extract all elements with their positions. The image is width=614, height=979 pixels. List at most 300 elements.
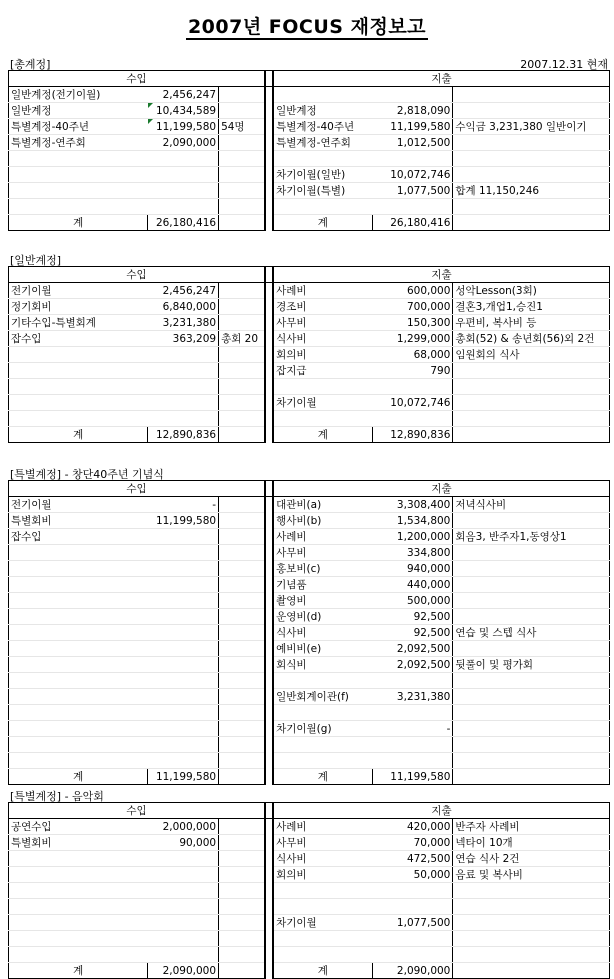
- table-row: [9, 737, 610, 753]
- column-gap: [265, 753, 273, 769]
- income-item-label: [9, 363, 148, 379]
- expense-item-note: [453, 931, 610, 947]
- column-gap: [265, 963, 273, 979]
- column-gap: [265, 625, 273, 641]
- expense-item-label: [273, 673, 372, 689]
- income-item-amount: [148, 379, 219, 395]
- income-item-amount: [148, 721, 219, 737]
- expense-total-amount: 11,199,580: [372, 769, 453, 785]
- expense-item-label: 특별계정-40주년: [273, 119, 372, 135]
- ledger-header-row: [9, 267, 610, 283]
- expense-item-amount: [372, 379, 453, 395]
- expense-item-label: 차기이월(특별): [273, 183, 372, 199]
- income-item-note: [219, 835, 265, 851]
- income-item-amount: [148, 183, 219, 199]
- column-gap: [265, 721, 273, 737]
- total-row: [9, 427, 610, 443]
- expense-item-label: 회의비: [273, 867, 372, 883]
- expense-item-amount: [372, 883, 453, 899]
- income-item-note: [219, 915, 265, 931]
- expense-item-label: [273, 931, 372, 947]
- income-item-note: [219, 657, 265, 673]
- income-item-amount: [148, 411, 219, 427]
- expense-item-note: [453, 721, 610, 737]
- expense-total-label: 계: [273, 427, 372, 443]
- expense-item-amount: 92,500: [372, 625, 453, 641]
- income-header: 수입: [9, 481, 266, 497]
- expense-item-label: 식사비: [273, 851, 372, 867]
- income-item-note: [219, 103, 265, 119]
- expense-item-label: 식사비: [273, 625, 372, 641]
- income-total-amount: 11,199,580: [148, 769, 219, 785]
- expense-item-amount: 420,000: [372, 819, 453, 835]
- income-item-label: 특별계정-40주년: [9, 119, 148, 135]
- income-item-amount: [148, 705, 219, 721]
- table-row: [9, 513, 610, 529]
- expense-header: 지출: [273, 267, 609, 283]
- expense-item-note: 반주자 사례비: [453, 819, 610, 835]
- income-item-note: [219, 513, 265, 529]
- income-item-note: [219, 819, 265, 835]
- table-row: [9, 721, 610, 737]
- section-label-anniversary: [특별계정] - 창단40주년 기념식: [10, 468, 164, 481]
- table-row: [9, 899, 610, 915]
- income-item-note: [219, 561, 265, 577]
- income-item-label: 특별회비: [9, 835, 148, 851]
- table-row: [9, 947, 610, 963]
- column-gap: [265, 803, 273, 819]
- column-gap: [265, 593, 273, 609]
- income-item-label: [9, 183, 148, 199]
- income-item-label: 전기이월: [9, 283, 148, 299]
- expense-item-note: [453, 899, 610, 915]
- expense-item-note: [453, 883, 610, 899]
- income-item-note: [219, 721, 265, 737]
- income-item-amount: [148, 915, 219, 931]
- income-item-amount: 11,199,580: [148, 119, 219, 135]
- income-item-amount: [148, 931, 219, 947]
- income-item-amount: [148, 753, 219, 769]
- column-gap: [265, 545, 273, 561]
- income-item-note: [219, 931, 265, 947]
- column-gap: [265, 835, 273, 851]
- column-gap: [265, 363, 273, 379]
- column-gap: [265, 705, 273, 721]
- income-item-note: [219, 529, 265, 545]
- column-gap: [265, 931, 273, 947]
- income-item-label: 일반계정(전기이월): [9, 87, 148, 103]
- expense-item-note: [453, 915, 610, 931]
- expense-item-amount: [372, 947, 453, 963]
- expense-item-label: [273, 705, 372, 721]
- income-item-label: 잡수입: [9, 331, 148, 347]
- expense-total-amount: 26,180,416: [372, 215, 453, 231]
- expense-item-amount: 472,500: [372, 851, 453, 867]
- expense-total-note: [453, 427, 610, 443]
- table-row: [9, 545, 610, 561]
- column-gap: [265, 529, 273, 545]
- income-item-note: [219, 299, 265, 315]
- expense-item-note: [453, 947, 610, 963]
- ledger-table-concert: [8, 802, 610, 979]
- expense-item-label: 예비비(e): [273, 641, 372, 657]
- column-gap: [265, 167, 273, 183]
- income-item-label: 일반계정: [9, 103, 148, 119]
- expense-item-amount: 2,092,500: [372, 641, 453, 657]
- income-item-amount: [148, 867, 219, 883]
- column-gap: [265, 71, 273, 87]
- column-gap: [265, 947, 273, 963]
- column-gap: [265, 87, 273, 103]
- income-item-amount: 363,209: [148, 331, 219, 347]
- expense-item-note: [453, 103, 610, 119]
- income-item-label: [9, 947, 148, 963]
- income-item-label: [9, 931, 148, 947]
- income-item-note: [219, 689, 265, 705]
- expense-item-note: [453, 379, 610, 395]
- income-item-label: 전기이월: [9, 497, 148, 513]
- table-row: [9, 183, 610, 199]
- income-item-amount: [148, 151, 219, 167]
- expense-item-amount: 3,308,400: [372, 497, 453, 513]
- income-total-amount: 26,180,416: [148, 215, 219, 231]
- expense-item-note: 넥타이 10개: [453, 835, 610, 851]
- column-gap: [265, 497, 273, 513]
- income-item-label: 정기회비: [9, 299, 148, 315]
- expense-header: 지출: [273, 803, 609, 819]
- income-total-note: [219, 427, 265, 443]
- income-item-label: [9, 641, 148, 657]
- table-row: [9, 103, 610, 119]
- column-gap: [265, 657, 273, 673]
- table-row: [9, 395, 610, 411]
- expense-total-label: 계: [273, 215, 372, 231]
- expense-item-amount: 68,000: [372, 347, 453, 363]
- income-item-label: [9, 625, 148, 641]
- expense-total-note: [453, 963, 610, 979]
- column-gap: [265, 609, 273, 625]
- expense-item-amount: 10,072,746: [372, 167, 453, 183]
- expense-item-note: [453, 641, 610, 657]
- column-gap: [265, 673, 273, 689]
- expense-item-note: [453, 151, 610, 167]
- income-item-amount: [148, 545, 219, 561]
- column-gap: [265, 199, 273, 215]
- income-item-note: [219, 947, 265, 963]
- income-item-amount: 2,456,247: [148, 87, 219, 103]
- income-item-amount: [148, 167, 219, 183]
- expense-item-note: 회음3, 반주자1,동영상1: [453, 529, 610, 545]
- expense-item-amount: 92,500: [372, 609, 453, 625]
- income-item-note: 총회 20: [219, 331, 265, 347]
- column-gap: [265, 315, 273, 331]
- expense-item-label: 식사비: [273, 331, 372, 347]
- expense-item-label: 사무비: [273, 315, 372, 331]
- report-date: 2007.12.31 현재: [520, 58, 608, 71]
- column-gap: [265, 347, 273, 363]
- column-gap: [265, 851, 273, 867]
- income-item-note: [219, 497, 265, 513]
- income-item-note: [219, 87, 265, 103]
- expense-item-label: [273, 87, 372, 103]
- expense-item-amount: 334,800: [372, 545, 453, 561]
- income-item-label: [9, 593, 148, 609]
- expense-item-label: 사무비: [273, 545, 372, 561]
- income-item-label: [9, 347, 148, 363]
- income-item-label: [9, 851, 148, 867]
- income-item-note: [219, 625, 265, 641]
- expense-item-amount: 3,231,380: [372, 689, 453, 705]
- column-gap: [265, 379, 273, 395]
- expense-item-label: 사례비: [273, 529, 372, 545]
- income-item-label: 잡수입: [9, 529, 148, 545]
- income-item-label: [9, 577, 148, 593]
- income-item-amount: [148, 899, 219, 915]
- expense-item-note: [453, 513, 610, 529]
- expense-item-label: 사무비: [273, 835, 372, 851]
- column-gap: [265, 119, 273, 135]
- ledger-table-general: [8, 266, 610, 443]
- expense-item-label: 회식비: [273, 657, 372, 673]
- expense-item-label: 일반계정: [273, 103, 372, 119]
- expense-total-amount: 2,090,000: [372, 963, 453, 979]
- income-item-note: [219, 379, 265, 395]
- table-row: [9, 119, 610, 135]
- table-row: [9, 135, 610, 151]
- income-item-label: [9, 705, 148, 721]
- income-item-amount: 11,199,580: [148, 513, 219, 529]
- expense-item-label: 차기이월: [273, 395, 372, 411]
- table-row: [9, 835, 610, 851]
- column-gap: [265, 689, 273, 705]
- table-row: [9, 753, 610, 769]
- expense-item-label: 일반회계이관(f): [273, 689, 372, 705]
- expense-item-note: [453, 737, 610, 753]
- expense-total-label: 계: [273, 963, 372, 979]
- expense-item-label: [273, 199, 372, 215]
- income-item-label: [9, 411, 148, 427]
- expense-item-amount: 1,534,800: [372, 513, 453, 529]
- column-gap: [265, 513, 273, 529]
- expense-item-note: [453, 395, 610, 411]
- income-total-label: 계: [9, 215, 148, 231]
- expense-item-amount: 70,000: [372, 835, 453, 851]
- expense-item-label: 사례비: [273, 819, 372, 835]
- expense-item-label: [273, 947, 372, 963]
- column-gap: [265, 151, 273, 167]
- expense-item-note: 총회(52) & 송년회(56)외 2건: [453, 331, 610, 347]
- ledger-header-row: [9, 803, 610, 819]
- table-row: [9, 87, 610, 103]
- column-gap: [265, 135, 273, 151]
- column-gap: [265, 183, 273, 199]
- expense-total-note: [453, 215, 610, 231]
- column-gap: [265, 215, 273, 231]
- income-item-amount: [148, 657, 219, 673]
- income-item-note: [219, 199, 265, 215]
- income-total-amount: 2,090,000: [148, 963, 219, 979]
- income-item-note: [219, 395, 265, 411]
- expense-item-amount: 500,000: [372, 593, 453, 609]
- income-item-amount: [148, 737, 219, 753]
- expense-item-amount: 50,000: [372, 867, 453, 883]
- total-row: [9, 769, 610, 785]
- column-gap: [265, 577, 273, 593]
- income-item-note: [219, 705, 265, 721]
- income-item-label: [9, 737, 148, 753]
- page-title-text: 2007년 FOCUS 재정보고: [187, 16, 427, 38]
- expense-item-note: [453, 135, 610, 151]
- income-item-note: [219, 183, 265, 199]
- income-header: 수입: [9, 267, 266, 283]
- expense-item-label: 운영비(d): [273, 609, 372, 625]
- expense-item-label: 기념품: [273, 577, 372, 593]
- table-row: [9, 819, 610, 835]
- table-row: [9, 299, 610, 315]
- expense-item-note: 결혼3,개업1,승진1: [453, 299, 610, 315]
- column-gap: [265, 331, 273, 347]
- income-item-note: [219, 737, 265, 753]
- income-total-label: 계: [9, 963, 148, 979]
- expense-item-note: [453, 577, 610, 593]
- expense-item-note: 합계 11,150,246: [453, 183, 610, 199]
- column-gap: [265, 915, 273, 931]
- expense-item-amount: -: [372, 721, 453, 737]
- income-item-note: [219, 883, 265, 899]
- expense-item-label: [273, 151, 372, 167]
- column-gap: [265, 267, 273, 283]
- expense-item-note: 우편비, 복사비 등: [453, 315, 610, 331]
- expense-item-label: 경조비: [273, 299, 372, 315]
- income-item-label: [9, 151, 148, 167]
- income-item-amount: 2,456,247: [148, 283, 219, 299]
- expense-item-note: 성악Lesson(3회): [453, 283, 610, 299]
- ledger-table-anniversary: [8, 480, 610, 785]
- income-item-amount: [148, 689, 219, 705]
- expense-item-label: [273, 411, 372, 427]
- income-item-note: [219, 347, 265, 363]
- expense-item-amount: 1,077,500: [372, 915, 453, 931]
- income-item-amount: [148, 673, 219, 689]
- income-item-amount: [148, 609, 219, 625]
- income-item-note: [219, 411, 265, 427]
- page-title: [0, 12, 614, 39]
- expense-total-label: 계: [273, 769, 372, 785]
- expense-item-amount: 10,072,746: [372, 395, 453, 411]
- income-item-label: [9, 673, 148, 689]
- income-item-note: [219, 151, 265, 167]
- income-total-note: [219, 769, 265, 785]
- income-item-label: 특별계정-연주회: [9, 135, 148, 151]
- expense-item-label: 홍보비(c): [273, 561, 372, 577]
- expense-item-label: 차기이월: [273, 915, 372, 931]
- income-item-label: [9, 867, 148, 883]
- income-item-label: [9, 167, 148, 183]
- income-total-label: 계: [9, 427, 148, 443]
- income-item-amount: [148, 851, 219, 867]
- ledger-header-row: [9, 481, 610, 497]
- column-gap: [265, 103, 273, 119]
- income-total-label: 계: [9, 769, 148, 785]
- income-item-amount: [148, 883, 219, 899]
- expense-item-note: 수익금 3,231,380 일반이기: [453, 119, 610, 135]
- income-item-note: [219, 609, 265, 625]
- income-item-note: [219, 641, 265, 657]
- table-row: [9, 883, 610, 899]
- income-item-amount: [148, 363, 219, 379]
- income-total-amount: 12,890,836: [148, 427, 219, 443]
- income-item-amount: [148, 347, 219, 363]
- column-gap: [265, 641, 273, 657]
- expense-item-note: [453, 593, 610, 609]
- column-gap: [265, 737, 273, 753]
- table-row: [9, 151, 610, 167]
- income-item-label: [9, 721, 148, 737]
- income-item-amount: [148, 593, 219, 609]
- column-gap: [265, 299, 273, 315]
- expense-item-amount: [372, 87, 453, 103]
- income-item-amount: [148, 199, 219, 215]
- table-row: [9, 931, 610, 947]
- expense-header: 지출: [273, 481, 609, 497]
- expense-item-note: 뒷풀이 및 평가회: [453, 657, 610, 673]
- expense-item-amount: 940,000: [372, 561, 453, 577]
- income-total-note: [219, 215, 265, 231]
- income-item-amount: [148, 625, 219, 641]
- expense-item-note: [453, 545, 610, 561]
- income-item-label: [9, 395, 148, 411]
- column-gap: [265, 411, 273, 427]
- income-item-note: [219, 673, 265, 689]
- table-row: [9, 657, 610, 673]
- table-row: [9, 851, 610, 867]
- income-item-amount: 10,434,589: [148, 103, 219, 119]
- income-item-note: [219, 851, 265, 867]
- table-row: [9, 497, 610, 513]
- table-row: [9, 411, 610, 427]
- income-item-label: [9, 561, 148, 577]
- table-row: [9, 529, 610, 545]
- expense-item-label: 특별계정-연주회: [273, 135, 372, 151]
- income-item-label: [9, 915, 148, 931]
- expense-item-label: 차기이월(일반): [273, 167, 372, 183]
- expense-item-label: 대관비(a): [273, 497, 372, 513]
- income-item-amount: 3,231,380: [148, 315, 219, 331]
- table-row: [9, 593, 610, 609]
- income-item-note: [219, 899, 265, 915]
- income-item-note: 54명: [219, 119, 265, 135]
- expense-item-label: 잡지급: [273, 363, 372, 379]
- expense-item-note: [453, 167, 610, 183]
- expense-item-note: [453, 753, 610, 769]
- column-gap: [265, 883, 273, 899]
- income-item-label: [9, 379, 148, 395]
- income-item-note: [219, 867, 265, 883]
- column-gap: [265, 867, 273, 883]
- expense-item-note: [453, 87, 610, 103]
- expense-total-note: [453, 769, 610, 785]
- income-item-note: [219, 593, 265, 609]
- expense-item-amount: 150,300: [372, 315, 453, 331]
- expense-total-amount: 12,890,836: [372, 427, 453, 443]
- column-gap: [265, 899, 273, 915]
- income-item-label: 기타수입-특별회계: [9, 315, 148, 331]
- income-item-amount: 90,000: [148, 835, 219, 851]
- total-row: [9, 215, 610, 231]
- income-item-label: 공연수입: [9, 819, 148, 835]
- expense-item-amount: 790: [372, 363, 453, 379]
- income-item-amount: 2,000,000: [148, 819, 219, 835]
